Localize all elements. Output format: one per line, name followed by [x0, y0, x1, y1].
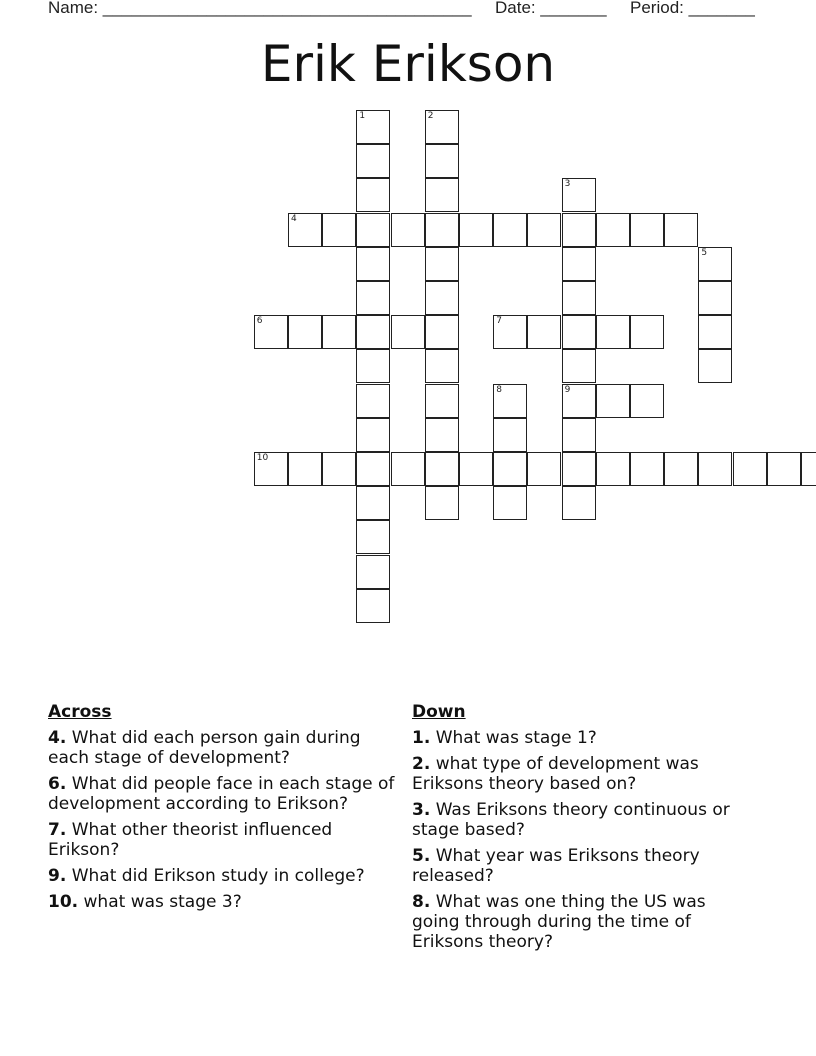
- crossword-cell[interactable]: [493, 486, 527, 520]
- crossword-cell[interactable]: [493, 213, 527, 247]
- date-field[interactable]: Date: _______: [495, 0, 607, 17]
- cell-number: 9: [564, 384, 571, 395]
- clue-text: what was stage 3?: [83, 892, 242, 912]
- crossword-cell[interactable]: [288, 213, 322, 247]
- crossword-cell[interactable]: [391, 315, 425, 349]
- crossword-cell[interactable]: [356, 589, 390, 623]
- down-heading: Down: [412, 702, 466, 722]
- cell-number: 10: [256, 453, 269, 463]
- crossword-cell[interactable]: [356, 178, 390, 212]
- crossword-cell[interactable]: [733, 452, 767, 486]
- clue-text: What year was Eriksons theory released?: [412, 846, 700, 886]
- across-clues: [48, 702, 398, 918]
- crossword-cell[interactable]: [630, 213, 664, 247]
- crossword-cell[interactable]: [596, 384, 630, 418]
- crossword-cell[interactable]: [562, 281, 596, 315]
- clue-text: What was one thing the US was going through during the time of Eriksons theory?: [412, 892, 706, 952]
- cell-number: 3: [564, 179, 571, 190]
- across-clue: [48, 866, 398, 886]
- crossword-cell[interactable]: [425, 349, 459, 383]
- crossword-cell[interactable]: [698, 349, 732, 383]
- crossword-cell[interactable]: [459, 452, 493, 486]
- clue-text: what type of development was Eriksons theory based on?: [412, 754, 699, 794]
- clue-text: What did people face in each stage of development according to Erikson?: [48, 774, 395, 814]
- crossword-cell[interactable]: [425, 418, 459, 452]
- crossword-cell[interactable]: [527, 452, 561, 486]
- crossword-cell[interactable]: [698, 315, 732, 349]
- clue-number: 10.: [48, 892, 79, 912]
- crossword-cell[interactable]: [425, 486, 459, 520]
- crossword-cell[interactable]: [698, 247, 732, 281]
- crossword-cell[interactable]: [356, 315, 390, 349]
- crossword-cell[interactable]: [254, 452, 288, 486]
- crossword-cell[interactable]: [356, 520, 390, 554]
- crossword-cell[interactable]: [288, 315, 322, 349]
- crossword-cell[interactable]: [562, 178, 596, 212]
- crossword-cell[interactable]: [356, 418, 390, 452]
- crossword-cell[interactable]: [425, 384, 459, 418]
- crossword-cell[interactable]: [356, 110, 390, 144]
- clue-number: 6.: [48, 774, 67, 794]
- across-heading: Across: [48, 702, 112, 722]
- crossword-cell[interactable]: [356, 213, 390, 247]
- cell-number: 5: [701, 247, 708, 258]
- crossword-cell[interactable]: [356, 384, 390, 418]
- crossword-cell[interactable]: [254, 315, 288, 349]
- crossword-cell[interactable]: [425, 178, 459, 212]
- crossword-cell[interactable]: [425, 144, 459, 178]
- clue-text: What did each person gain during each stage of development?: [48, 728, 361, 768]
- clue-number: 9.: [48, 866, 67, 886]
- clue-number: 8.: [412, 892, 431, 912]
- crossword-cell[interactable]: [356, 281, 390, 315]
- crossword-cell[interactable]: [459, 213, 493, 247]
- crossword-cell[interactable]: [562, 418, 596, 452]
- down-clue: [412, 800, 742, 840]
- crossword-cell[interactable]: [664, 213, 698, 247]
- cell-number: 2: [427, 111, 434, 121]
- name-field[interactable]: Name: _______________________________________: [48, 0, 472, 17]
- crossword-cell[interactable]: [527, 213, 561, 247]
- crossword-cell[interactable]: [801, 452, 816, 486]
- crossword-cell[interactable]: [356, 555, 390, 589]
- clue-number: 2.: [412, 754, 431, 774]
- crossword-cell[interactable]: [288, 452, 322, 486]
- period-field[interactable]: Period: _______: [630, 0, 755, 17]
- crossword-cell[interactable]: [425, 213, 459, 247]
- clue-number: 7.: [48, 820, 67, 840]
- cell-number: 4: [291, 213, 297, 224]
- crossword-cell[interactable]: [596, 315, 630, 349]
- across-clue: [48, 892, 398, 912]
- crossword-cell[interactable]: [356, 486, 390, 520]
- crossword-cell[interactable]: [493, 315, 527, 349]
- puzzle-title: Erik Erikson: [260, 35, 556, 93]
- cell-number: 6: [256, 316, 263, 327]
- cell-number: 7: [496, 316, 502, 327]
- cell-number: 1: [359, 111, 366, 121]
- crossword-cell[interactable]: [698, 281, 732, 315]
- cell-number: 8: [496, 384, 502, 395]
- clue-number: 1.: [412, 728, 431, 748]
- crossword-cell[interactable]: [425, 110, 459, 144]
- crossword-cell[interactable]: [562, 452, 596, 486]
- crossword-cell[interactable]: [425, 247, 459, 281]
- crossword-cell[interactable]: [562, 384, 596, 418]
- across-clue: [48, 820, 398, 860]
- crossword-cell[interactable]: [562, 213, 596, 247]
- crossword-cell[interactable]: [562, 247, 596, 281]
- down-clues: [412, 702, 742, 958]
- crossword-cell[interactable]: [322, 213, 356, 247]
- crossword-cell[interactable]: [630, 452, 664, 486]
- crossword-cell[interactable]: [425, 281, 459, 315]
- crossword-cell[interactable]: [425, 315, 459, 349]
- clue-number: 4.: [48, 728, 67, 748]
- crossword-cell[interactable]: [425, 452, 459, 486]
- clue-number: 5.: [412, 846, 431, 866]
- crossword-cell[interactable]: [630, 384, 664, 418]
- clue-text: What other theorist influenced Erikson?: [48, 820, 333, 860]
- clue-text: What was stage 1?: [435, 728, 597, 748]
- across-clue: [48, 728, 398, 768]
- crossword-cell[interactable]: [767, 452, 801, 486]
- crossword-cell[interactable]: [664, 452, 698, 486]
- crossword-cell[interactable]: [527, 315, 561, 349]
- crossword-cell[interactable]: [493, 452, 527, 486]
- across-clue: [48, 774, 398, 814]
- crossword-cell[interactable]: [698, 452, 732, 486]
- crossword-cell[interactable]: [322, 315, 356, 349]
- crossword-cell[interactable]: [391, 213, 425, 247]
- crossword-cell[interactable]: [356, 247, 390, 281]
- crossword-cell[interactable]: [596, 213, 630, 247]
- down-clue: [412, 846, 742, 886]
- crossword-cell[interactable]: [562, 349, 596, 383]
- crossword-cell[interactable]: [596, 452, 630, 486]
- crossword-cell[interactable]: [322, 452, 356, 486]
- crossword-cell[interactable]: [493, 418, 527, 452]
- crossword-cell[interactable]: [630, 315, 664, 349]
- crossword-cell[interactable]: [356, 452, 390, 486]
- crossword-cell[interactable]: [391, 452, 425, 486]
- down-clue: [412, 728, 742, 748]
- crossword-cell[interactable]: [356, 349, 390, 383]
- crossword-cell[interactable]: [493, 384, 527, 418]
- down-clue: [412, 754, 742, 794]
- clue-number: 3.: [412, 800, 431, 820]
- crossword-cell[interactable]: [356, 144, 390, 178]
- clue-text: Was Eriksons theory continuous or stage based?: [412, 800, 730, 840]
- down-clue: [412, 892, 742, 952]
- crossword-cell[interactable]: [562, 315, 596, 349]
- clue-text: What did Erikson study in college?: [71, 866, 365, 886]
- crossword-cell[interactable]: [562, 486, 596, 520]
